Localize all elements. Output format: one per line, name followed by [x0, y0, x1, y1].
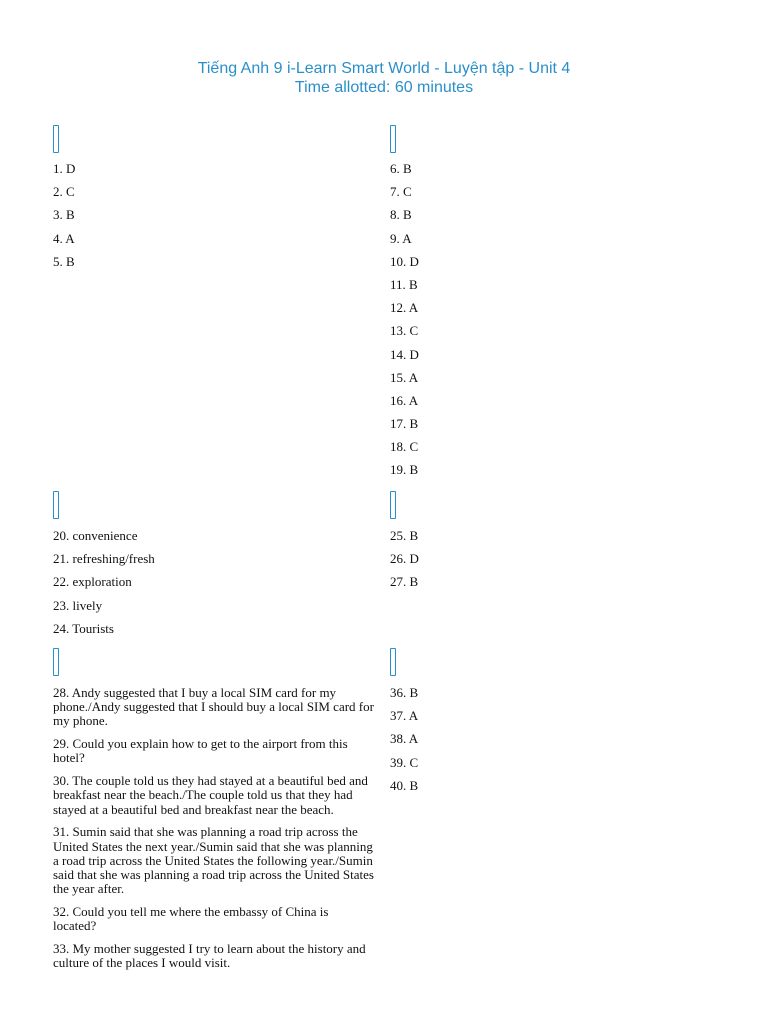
answer-item: 25. B	[390, 528, 419, 543]
answer-item: 26. D	[390, 551, 419, 567]
section-marker-icon	[53, 648, 59, 676]
answer-item: 7. C	[390, 184, 412, 200]
answer-item: 15. A	[390, 369, 419, 385]
section3-right-answers	[390, 686, 710, 802]
answer-item: 29. Could you explain how to get to the airport from this hotel?	[53, 736, 348, 766]
section2-right-answers	[390, 529, 710, 599]
answer-item: 9. A	[390, 230, 412, 246]
section2-left-answers	[53, 529, 375, 645]
answer-item: 10. D	[390, 253, 419, 269]
answer-item: 27. B	[390, 574, 419, 590]
answer-item: 19. B	[390, 462, 419, 478]
section1-left-answers	[53, 162, 375, 278]
answer-item: 21. refreshing/fresh	[53, 551, 155, 567]
answer-item: 8. B	[390, 207, 412, 223]
answer-item: 37. A	[390, 708, 419, 724]
answer-item: 33. My mother suggested I try to learn about the history and culture of the places I would visit.	[53, 941, 366, 971]
answer-item: 4. A	[53, 230, 75, 246]
answer-item: 22. exploration	[53, 574, 132, 590]
answer-item: 11. B	[390, 276, 418, 292]
answer-item: 20. convenience	[53, 528, 138, 543]
answer-item: 6. B	[390, 161, 412, 176]
answer-item: 24. Tourists	[53, 620, 114, 636]
section-marker-icon	[53, 125, 59, 153]
answer-item: 18. C	[390, 439, 419, 455]
answer-item: 1. D	[53, 161, 76, 176]
section-marker-icon	[53, 491, 59, 519]
answer-item: 5. B	[53, 253, 75, 269]
time-allotted: Time allotted: 60 minutes	[294, 79, 474, 96]
answer-item: 40. B	[390, 777, 419, 793]
answer-item: 3. B	[53, 207, 75, 223]
answer-item: 12. A	[390, 300, 419, 316]
answer-item: 16. A	[390, 392, 419, 408]
answer-item: 36. B	[390, 685, 419, 700]
section-marker-icon	[390, 491, 396, 519]
answer-item: 2. C	[53, 184, 75, 200]
section-marker-icon	[390, 648, 396, 676]
answer-item: 30. The couple told us they had stayed at a beautiful bed and breakfast near the beach./The couple told us that they had stayed at a beautiful bed and breakfast near the beach.	[53, 773, 368, 817]
answer-item: 23. lively	[53, 597, 103, 613]
section-marker-icon	[390, 125, 396, 153]
answer-item: 39. C	[390, 754, 419, 770]
answer-item: 31. Sumin said that she was planning a road trip across the United States the next year./Sumin said that she was planning a road trip across the United States the following year./Sumin said that she was planning a road trip across the United States the year after.	[53, 824, 374, 897]
answer-item: 17. B	[390, 416, 419, 432]
answer-item: 13. C	[390, 323, 419, 339]
answer-item: 14. D	[390, 346, 419, 362]
section3-left-answers	[53, 686, 375, 979]
answer-item: 32. Could you tell me where the embassy of China is located?	[53, 904, 329, 934]
answer-item: 28. Andy suggested that I buy a local SIM card for my phone./Andy suggested that I should buy a local SIM card for my phone.	[53, 685, 374, 729]
document-title: Tiếng Anh 9 i-Learn Smart World - Luyện tập - Unit 4	[197, 60, 571, 77]
section1-right-answers	[390, 162, 710, 487]
answer-item: 38. A	[390, 731, 419, 747]
